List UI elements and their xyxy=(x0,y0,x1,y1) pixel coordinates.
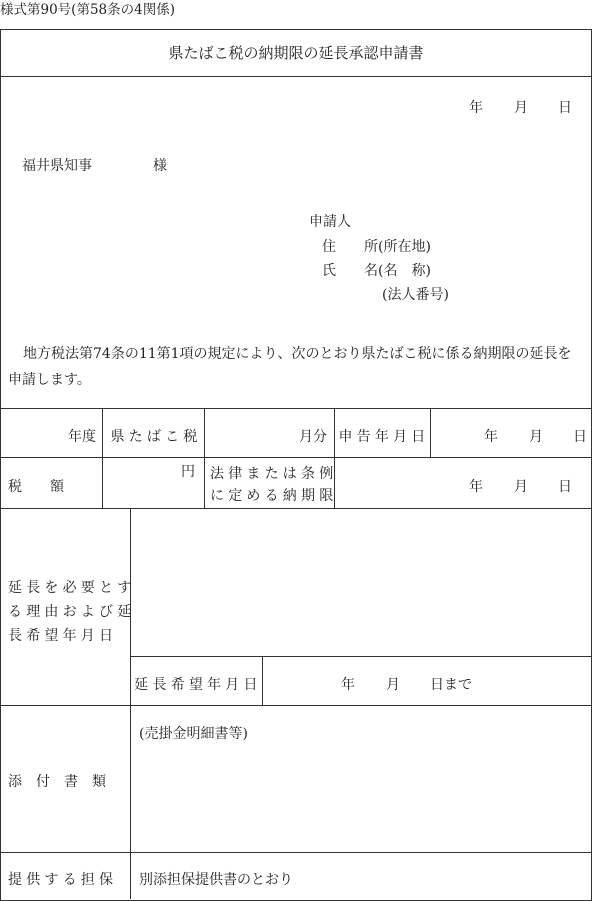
desired-day: 日まで xyxy=(430,677,472,693)
desired-year: 年 xyxy=(341,677,355,693)
desired-date-label: 延長希望年月日 xyxy=(134,677,262,693)
row3-divider xyxy=(0,705,592,706)
desired-month: 月 xyxy=(386,677,400,693)
date-day: 日 xyxy=(558,100,572,116)
month-portion-label: 月分 xyxy=(299,429,327,445)
cell-divider xyxy=(102,408,103,508)
corporate-number-label: (法人番号) xyxy=(382,287,449,303)
address-label: 住 所(所在地) xyxy=(322,239,431,255)
declaration-day: 日 xyxy=(573,429,587,445)
collateral-label: 提供する担保 xyxy=(8,872,118,888)
collateral-value: 別添担保提供書のとおり xyxy=(139,872,293,888)
desired-date-divider xyxy=(130,656,592,657)
extension-reason-label xyxy=(8,576,135,648)
row4-divider xyxy=(0,852,592,853)
row2-divider xyxy=(0,508,592,509)
honorific: 様 xyxy=(153,158,167,174)
deadline-month: 月 xyxy=(514,479,528,495)
declaration-date-label: 申告年月日 xyxy=(338,429,430,445)
reason-line3: 長希望年月日 xyxy=(8,628,118,644)
deadline-year: 年 xyxy=(469,479,483,495)
row1-divider xyxy=(0,457,592,458)
attachments-note: (売掛金明細書等) xyxy=(139,726,248,742)
title-divider xyxy=(0,76,592,77)
application-statement-end: 申請します。 xyxy=(8,372,91,388)
fiscal-year-label: 年度 xyxy=(68,429,96,445)
tax-amount-label: 税 額 xyxy=(8,479,64,495)
legal-deadline-line1: 法律または条例 xyxy=(210,466,338,482)
attachments-label: 添 付 書 類 xyxy=(8,774,106,790)
declaration-month: 月 xyxy=(529,429,543,445)
legal-deadline-label xyxy=(210,463,337,507)
form-title: 県たばこ税の納期限の延長承認申請書 xyxy=(168,44,424,62)
application-statement: 地方税法第74条の11第1項の規定により、次のとおり県たばこ税に係る納期限の延長を xyxy=(23,346,572,362)
reason-line2: る理由および延 xyxy=(8,604,136,620)
deadline-day: 日 xyxy=(558,479,572,495)
header-divider xyxy=(0,408,592,409)
declaration-year: 年 xyxy=(484,429,498,445)
date-month: 月 xyxy=(514,100,528,116)
yen-unit: 円 xyxy=(181,464,195,480)
legal-deadline-line2: に定める納期限 xyxy=(210,488,338,504)
label-column-divider xyxy=(130,508,131,899)
reason-line1: 延長を必要とす xyxy=(8,580,136,596)
name-label: 氏 名(名 称) xyxy=(322,263,431,279)
date-year: 年 xyxy=(469,100,483,116)
tax-name: 県たばこ税 xyxy=(110,429,202,445)
addressee: 福井県知事 xyxy=(22,158,92,174)
form-id: 様式第90号(第58条の4関係) xyxy=(0,2,175,18)
cell-divider xyxy=(204,408,205,508)
applicant-label: 申請人 xyxy=(309,214,351,230)
